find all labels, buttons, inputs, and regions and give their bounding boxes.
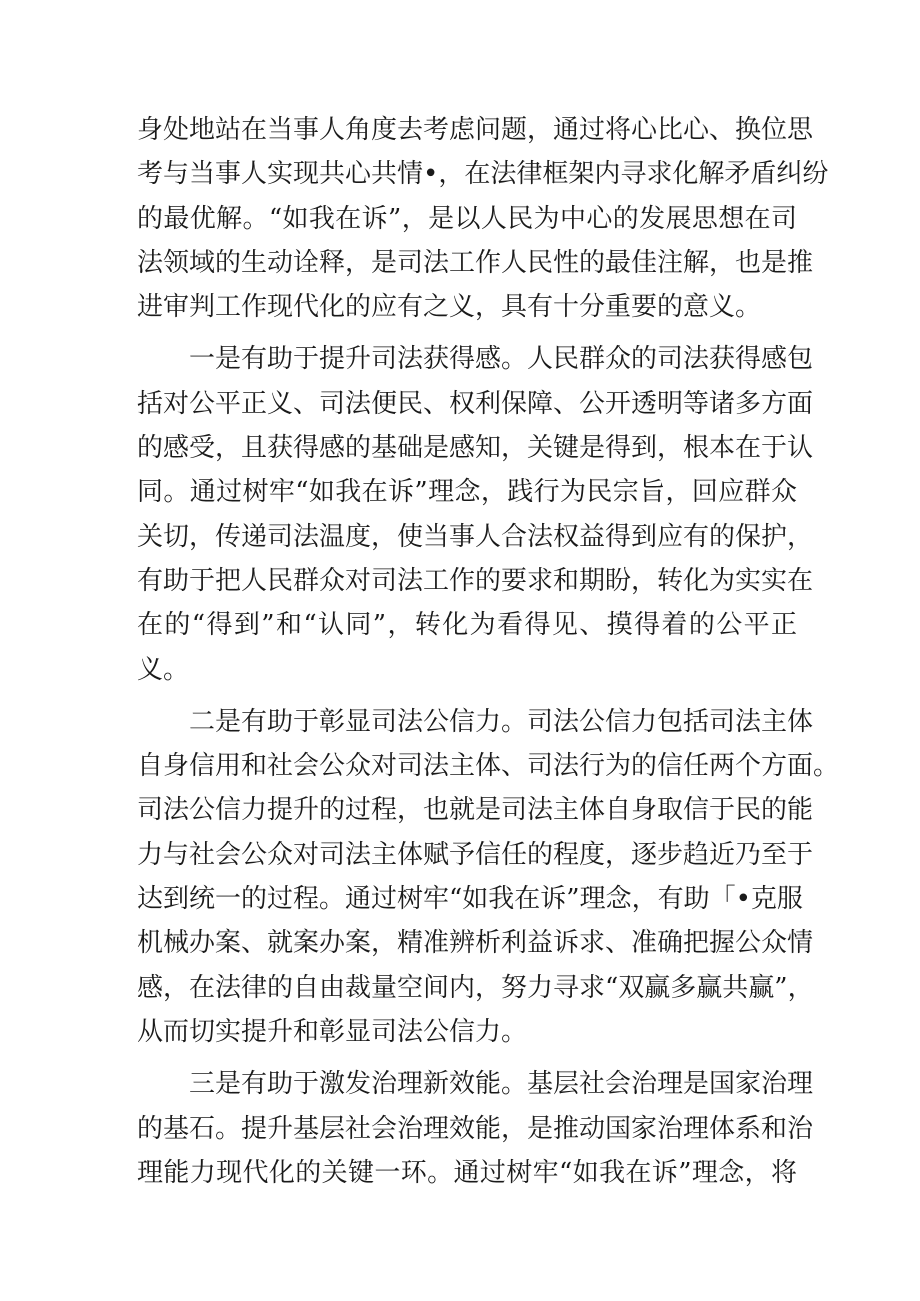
text-line: 机械办案、就案办案，精准辨析利益诉求、准确把握公众情	[137, 928, 814, 959]
text-line: 义。	[137, 654, 190, 685]
text-line: 感，在法律的自由裁量空间内，努力寻求“双赢多赢共赢”，	[137, 972, 814, 1003]
paragraph-4	[137, 1062, 814, 1195]
text-line: 进审判工作现代化的应有之义，具有十分重要的意义。	[137, 292, 762, 323]
text-line: 的感受，且获得感的基础是感知，关键是得到，根本在于认	[137, 433, 814, 464]
text-line: 在的“得到”和“认同”，转化为看得见、摸得着的公平正	[137, 610, 797, 641]
paragraph-1	[137, 108, 829, 329]
text-line: 关切，传递司法温度，使当事人合法权益得到应有的保护，	[137, 521, 814, 552]
text-line: 的基石。提升基层社会治理效能，是推动国家治理体系和治	[137, 1113, 814, 1144]
paragraph-gap	[137, 329, 797, 337]
text-line: 自身信用和社会公众对司法主体、司法行为的信任两个方面。	[137, 751, 840, 782]
text-line: 从而切实提升和彰显司法公信力。	[137, 1016, 528, 1047]
paragraph-2	[137, 337, 814, 691]
text-line: 的最优解。“如我在诉”，是以人民为中心的发展思想在司	[137, 203, 797, 234]
paragraph-3	[137, 700, 840, 1054]
paragraph-gap	[137, 1054, 797, 1062]
text-line: 二是有助于彰显司法公信力。司法公信力包括司法主体	[189, 706, 814, 737]
text-line: 理能力现代化的关键一环。通过树牢“如我在诉”理念，将	[137, 1157, 797, 1188]
text-line: 三是有助于激发治理新效能。基层社会治理是国家治理	[189, 1069, 814, 1100]
text-line: 司法公信力提升的过程，也就是司法主体自身取信于民的能	[137, 795, 814, 826]
text-line: 力与社会公众对司法主体赋予信任的程度，逐步趋近乃至于	[137, 839, 814, 870]
paragraph-gap	[137, 692, 797, 700]
text-line: 同。通过树牢“如我在诉”理念，践行为民宗旨，回应群众	[137, 477, 797, 508]
text-line: 身处地站在当事人角度去考虑问题，通过将心比心、换位思	[137, 115, 814, 145]
text-line: 考与当事人实现共心共情•，在法律框架内寻求化解矛盾纠纷	[137, 159, 829, 190]
text-line: 有助于把人民群众对司法工作的要求和期盼，转化为实实在	[137, 565, 814, 596]
text-line: 括对公平正义、司法便民、权利保障、公开透明等诸多方面	[137, 388, 814, 419]
text-line: 达到统一的过程。通过树牢“如我在诉”理念，有助「•克服	[137, 884, 803, 915]
text-line: 一是有助于提升司法获得感。人民群众的司法获得感包	[189, 344, 814, 375]
text-line: 法领域的生动诠释，是司法工作人民性的最佳注解，也是推	[137, 247, 814, 278]
document-body	[137, 108, 840, 1195]
